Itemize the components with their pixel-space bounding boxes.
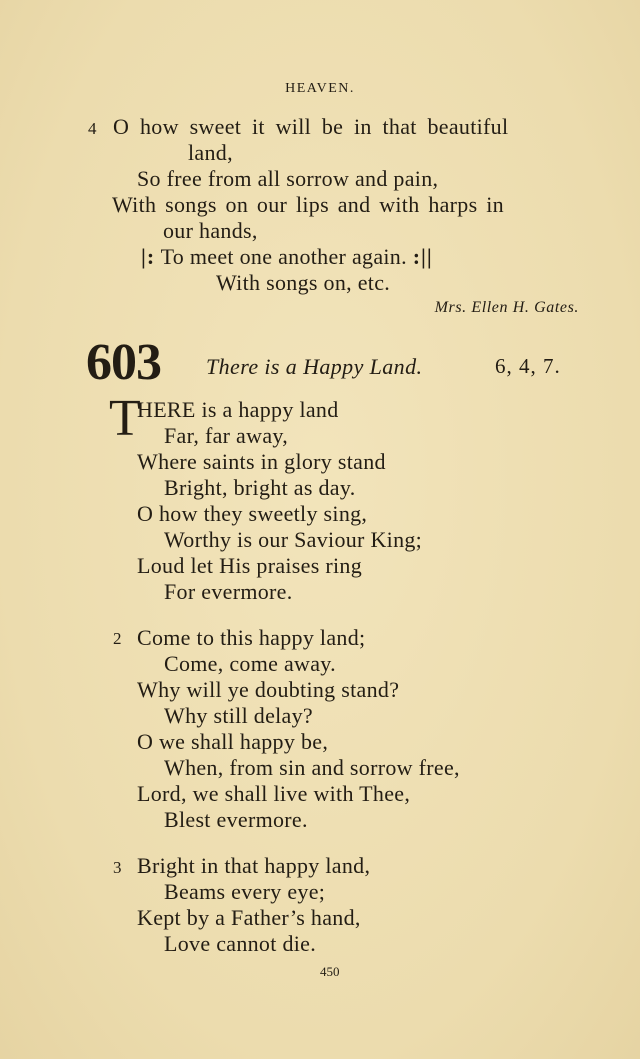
verse-line: our hands, [163, 218, 258, 243]
repeat-start-sign: |: [141, 244, 156, 269]
verse-line: O how sweet it will be in that beautiful [113, 114, 509, 139]
author-attribution: Mrs. Ellen H. Gates. [434, 299, 579, 316]
stanza-line: O how they sweetly sing, [137, 501, 368, 526]
running-head: HEAVEN. [285, 81, 355, 96]
stanza-line: Kept by a Father’s hand, [137, 905, 361, 930]
stanza-line: O we shall happy be, [137, 729, 329, 754]
stanza-line: Beams every eye; [164, 879, 326, 904]
hymn-meter: 6, 4, 7. [495, 354, 561, 378]
verse-line: land, [188, 140, 233, 165]
verse-line: To meet one another again. [160, 244, 407, 269]
stanza-line: Loud let His praises ring [137, 553, 363, 578]
verse-number: 4 [88, 119, 97, 138]
stanza-line: Love cannot die. [164, 931, 317, 956]
hymn-number: 603 [86, 334, 161, 391]
stanza-line: Come, come away. [164, 651, 336, 676]
stanza-line: When, from sin and sorrow free, [164, 755, 460, 780]
verse-line: With songs on our lips and with harps in [112, 192, 504, 217]
stanza-line: Blest evermore. [164, 807, 308, 832]
stanza-line: Bright, bright as day. [164, 475, 356, 500]
stanza-line: Why still delay? [164, 703, 313, 728]
stanza-line: Where saints in glory stand [137, 449, 386, 474]
verse-line: With songs on, etc. [216, 270, 391, 295]
page-number: 450 [320, 964, 340, 979]
drop-cap: T [109, 390, 141, 447]
stanza-number: 2 [113, 629, 122, 648]
repeat-end-sign: :|| [412, 244, 433, 269]
hymn-title: There is a Happy Land. [206, 354, 423, 379]
stanza-line: Why will ye doubting stand? [137, 677, 400, 702]
stanza-line: Far, far away, [164, 423, 289, 448]
repeated-line [141, 244, 433, 270]
stanza-line: HERE is a happy land [137, 397, 339, 422]
stanza-line: Worthy is our Saviour King; [164, 527, 423, 552]
stanza-line: Lord, we shall live with Thee, [137, 781, 411, 806]
stanza-line: For evermore. [164, 579, 293, 604]
stanza-line: Bright in that happy land, [137, 853, 371, 878]
verse-line: So free from all sorrow and pain, [137, 166, 439, 191]
stanza-line: Come to this happy land; [137, 625, 366, 650]
stanza-number: 3 [113, 858, 122, 877]
